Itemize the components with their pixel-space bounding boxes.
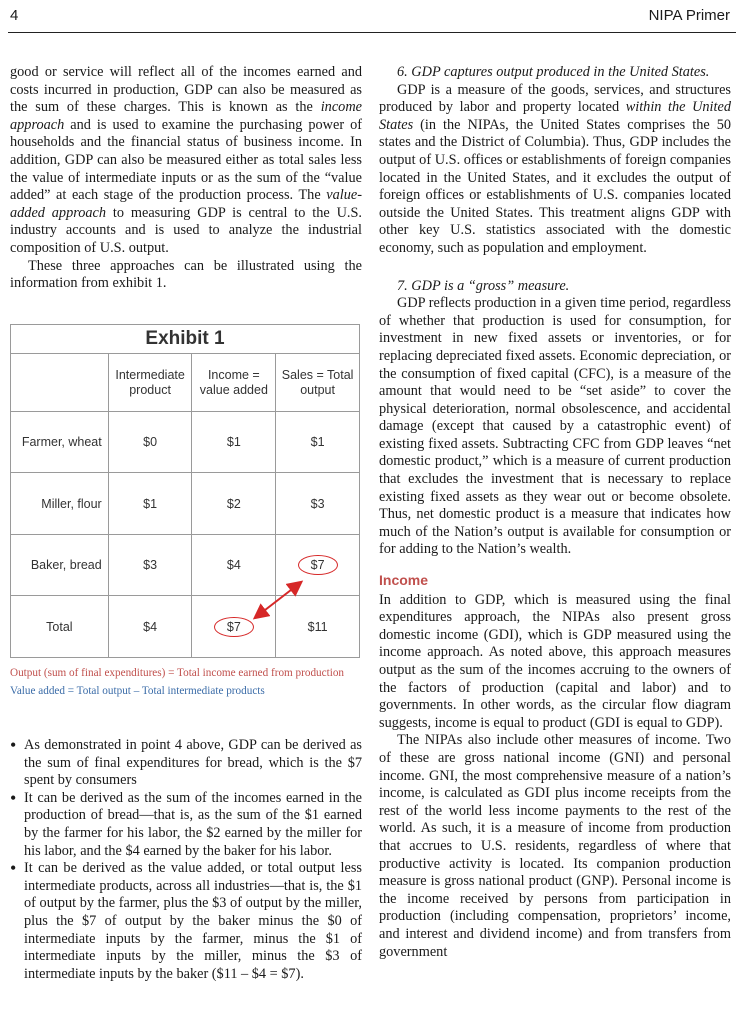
table-row xyxy=(11,411,360,473)
table-cell: $4 xyxy=(108,596,192,658)
table-cell: $3 xyxy=(276,473,360,535)
income-paragraph-2: The NIPAs also include other measures of income. Two of these are gross national income (GNI) and personal income. GNI, the most comprehensive measure of a nation’s income, is calculated as GDI plus income receipts from the rest of the world less income payments to the rest of the world. As such, it is a measure of income from production that accrues to U.S. residents, regardless of where that productive activity is located. Its companion production measure is gross national product (GNP). Personal income is the income received by persons from participation in production (including compensation, proprietors’ income, and interest and dividend income) and from transfers from government xyxy=(379,732,731,960)
list-item: • As demonstrated in point 4 above, GDP can be derived as the sum of final expenditures for bread, which is the $7 spent by consumers xyxy=(10,737,362,790)
exhibit-1 xyxy=(10,324,360,658)
table-row xyxy=(11,534,360,596)
row-label: Miller, flour xyxy=(11,473,109,535)
row-label: Baker, bread xyxy=(11,534,109,596)
caption-value-added: Value added = Total output – Total intermediate products xyxy=(10,685,265,697)
table-cell: $4 xyxy=(192,534,276,596)
section-6-body: GDP is a measure of the goods, services, and structures produced by labor and property located within the United States (in the NIPAs, the United States comprises the 50 states and the District of Columbia). Thus, GDP includes the output of U.S. offices or establishments of foreign companies located in the United States, and it excludes the output of foreign offices or establishments of U.S. companies located outside the United States. This treatment aligns GDP with other key U.S. statistics associated with the domestic economy, such as population and employment. xyxy=(379,81,731,256)
running-head-title: NIPA Primer xyxy=(648,7,730,24)
table-cell: $1 xyxy=(108,473,192,535)
caption-output: Output (sum of final expenditures) = Total income earned from production xyxy=(10,667,345,679)
table-cell: $0 xyxy=(108,411,192,473)
table-cell: $3 xyxy=(108,534,192,596)
table-row xyxy=(11,596,360,658)
list-item: • It can be derived as the value added, or total output less intermediate products, across all industries—that is, the $1 of output by the farmer, plus the $3 of output by the miller, plus the $7 of output by the baker minus the $0 of intermediate inputs by the farmer, minus the $1 of intermediate inputs by the miller, minus the $3 of intermediate inputs by the baker ($11 – $4 = $7). xyxy=(10,860,362,983)
paragraph-approaches: good or service will reflect all of the incomes earned and costs incurred in production, GDP can also be measured as the sum of these charges. This is known as the income approach and is used to examine the purchasing power of households and the financial status of business income. In addition, GDP can also be measured either as total sales less the value of intermediate inputs or as the sum of the “value added” at each stage of the production process. The value-added approach to measuring GDP is central to the U.S. industry accounts and is used to analyze the industrial composition of U.S. output. xyxy=(10,64,362,256)
col-header-sales: Sales = Total output xyxy=(276,354,360,412)
list-item: • It can be derived as the sum of the incomes earned in the production of bread—that is, as the sum of the $1 earned by the farmer for his labor, the $2 earned by the miller for his labor, and the $4 earned by the baker for his labor. xyxy=(10,790,362,860)
paragraph-illustration: These three approaches can be illustrated using the information from exhibit 1. xyxy=(10,257,362,292)
table-cell xyxy=(276,534,360,596)
term-within-us: within the United States xyxy=(379,99,731,133)
income-heading: Income xyxy=(379,572,429,589)
table-cell: $1 xyxy=(276,411,360,473)
corner-cell xyxy=(11,354,109,412)
table-row xyxy=(11,473,360,535)
section-7-title: 7. GDP is a “gross” measure. xyxy=(397,277,570,294)
exhibit-title: Exhibit 1 xyxy=(11,325,360,354)
bullet-list xyxy=(10,737,362,983)
page-number: 4 xyxy=(10,7,19,24)
table-cell: $2 xyxy=(192,473,276,535)
col-header-income: Income = value added xyxy=(192,354,276,412)
table-cell: $1 xyxy=(192,411,276,473)
left-column xyxy=(10,64,362,293)
table-cell: $11 xyxy=(276,596,360,658)
col-header-intermediate: Intermediate product xyxy=(108,354,192,412)
circled-bread-sales: $7 xyxy=(298,555,338,575)
exhibit-table xyxy=(10,324,360,658)
term-income-approach: income approach xyxy=(10,99,362,133)
table-cell xyxy=(192,596,276,658)
header-rule xyxy=(8,32,736,33)
right-column xyxy=(379,64,731,961)
row-label-total: Total xyxy=(11,596,109,658)
row-label: Farmer, wheat xyxy=(11,411,109,473)
income-paragraph-1: In addition to GDP, which is measured using the final expenditures approach, the NIPAs also present gross domestic income (GDI), which is GDP measured using the income approach. As noted above, this approach measures output as the sum of the incomes accruing to the owners of the factors of production (capital and labor) and to governments. In other words, as the circular flow diagram suggests, income is equal to product (GDI is equal to GDP). xyxy=(379,591,731,731)
term-value-added-approach: value-added approach xyxy=(10,187,362,221)
section-7-body: GDP reflects production in a given time period, regardless of whether that production is used for consumption, for investment in new fixed assets or inventories, or for replacing depreciated fixed assets. Economic depreciation, or the consumption of fixed capital (CFC), is a measure of the amount that would need to be “set aside” to cover the physical deterioration, normal obsolescence, and accidental damage (except that caused by a catastrophic event) of existing fixed assets. Subtracting CFC from GDP leaves “net domestic product,” which is a measure of current production that excludes the investment that is necessary to replace existing fixed assets as they wear out or become obsolete. Thus, net domestic product is a measure that indicates how much of the Nation’s output is available for consumption or for adding to the Nation’s wealth. xyxy=(379,295,731,558)
circled-total-income: $7 xyxy=(214,617,254,637)
section-6-title: 6. GDP captures output produced in the United States. xyxy=(397,64,710,80)
